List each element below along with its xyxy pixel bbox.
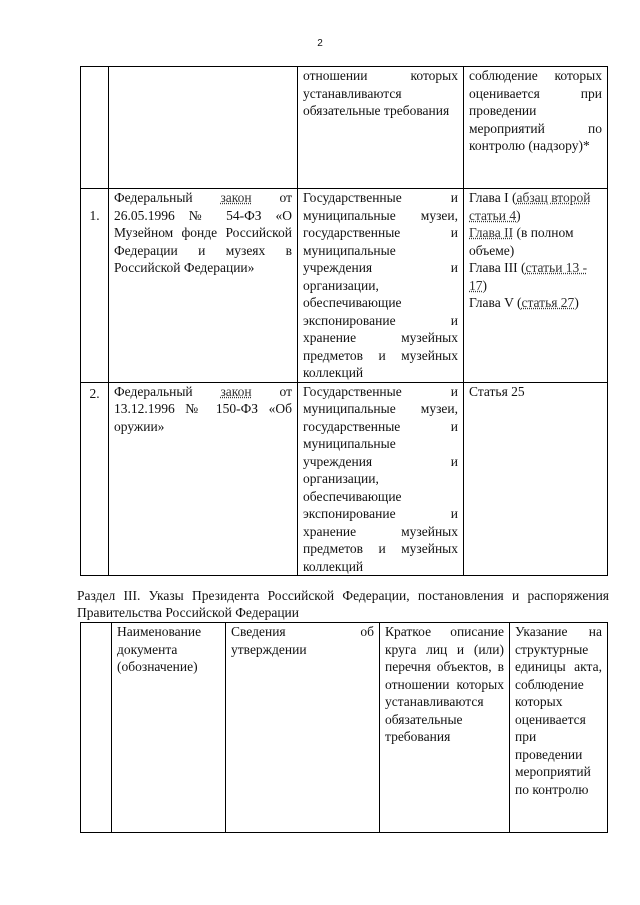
cell-subjects: Государственные и муниципальные музеи, государственные и муниципальные учреждения и организации, обеспечивающие экспонирование и хранение музейных предметов и музейных коллекций <box>298 189 464 383</box>
unit-line: Глава I (абзац второй статьи 4) <box>469 190 591 223</box>
law-link[interactable]: закон <box>220 190 252 205</box>
table-header-row <box>81 623 608 833</box>
header-cell-number <box>81 623 112 833</box>
page-number: 2 <box>317 38 323 49</box>
article-link[interactable]: статья 27 <box>521 295 575 310</box>
table-row-continuation <box>81 67 608 189</box>
cell-document: Федеральный закон от 13.12.1996 № 150-ФЗ «Об оружии» <box>109 382 298 576</box>
cell-empty <box>109 67 298 189</box>
row-number: 2. <box>81 382 109 576</box>
unit-line: Глава II (в полном объеме) <box>469 225 574 258</box>
table-row <box>81 382 608 576</box>
table-row <box>81 189 608 383</box>
unit-line: Глава V (статья 27) <box>469 295 579 310</box>
chapter-link[interactable]: Глава II <box>469 225 514 240</box>
header-cell-name: Наименование документа (обозначение) <box>112 623 226 833</box>
legislation-table <box>80 66 608 576</box>
cell-empty <box>81 67 109 189</box>
cell-units: соблюдение которых оценивается при проведении мероприятий по контролю (надзору)* <box>464 67 608 189</box>
header-cell-subjects: Краткое описание круга лиц и (или) перечня объектов, в отношении которых устанавливаются обязательные требования <box>380 623 510 833</box>
header-cell-units: Указание на структурные единицы акта, соблюдение которых оценивается при проведении мероприятий по контролю <box>510 623 608 833</box>
articles-link[interactable]: статьи 13 - 17 <box>469 260 588 293</box>
law-link[interactable]: закон <box>220 383 252 399</box>
row-number: 1. <box>81 189 109 383</box>
article-link[interactable]: абзац второй статьи 4 <box>469 190 591 223</box>
cell-subjects: отношении которых устанавливаются обязательные требования <box>298 67 464 189</box>
cell-units <box>464 189 608 383</box>
cell-subjects: Государственные и муниципальные музеи, государственные и муниципальные учреждения и организации, обеспечивающие экспонирование и хранение музейных предметов и музейных коллекций <box>298 382 464 576</box>
unit-line: Глава III (статьи 13 - 17) <box>469 260 588 293</box>
cell-units: Статья 25 <box>464 382 608 576</box>
header-cell-approval: Сведения об утверждении <box>226 623 380 833</box>
decrees-table <box>80 622 608 833</box>
cell-document: Федеральный закон от 26.05.1996 № 54-ФЗ «О Музейном фонде Российской Федерации и музеях в Российской Федерации» <box>109 189 298 383</box>
section-heading: Раздел III. Указы Президента Российской Федерации, постановления и распоряжения Правительства Российской Федерации <box>77 588 609 620</box>
